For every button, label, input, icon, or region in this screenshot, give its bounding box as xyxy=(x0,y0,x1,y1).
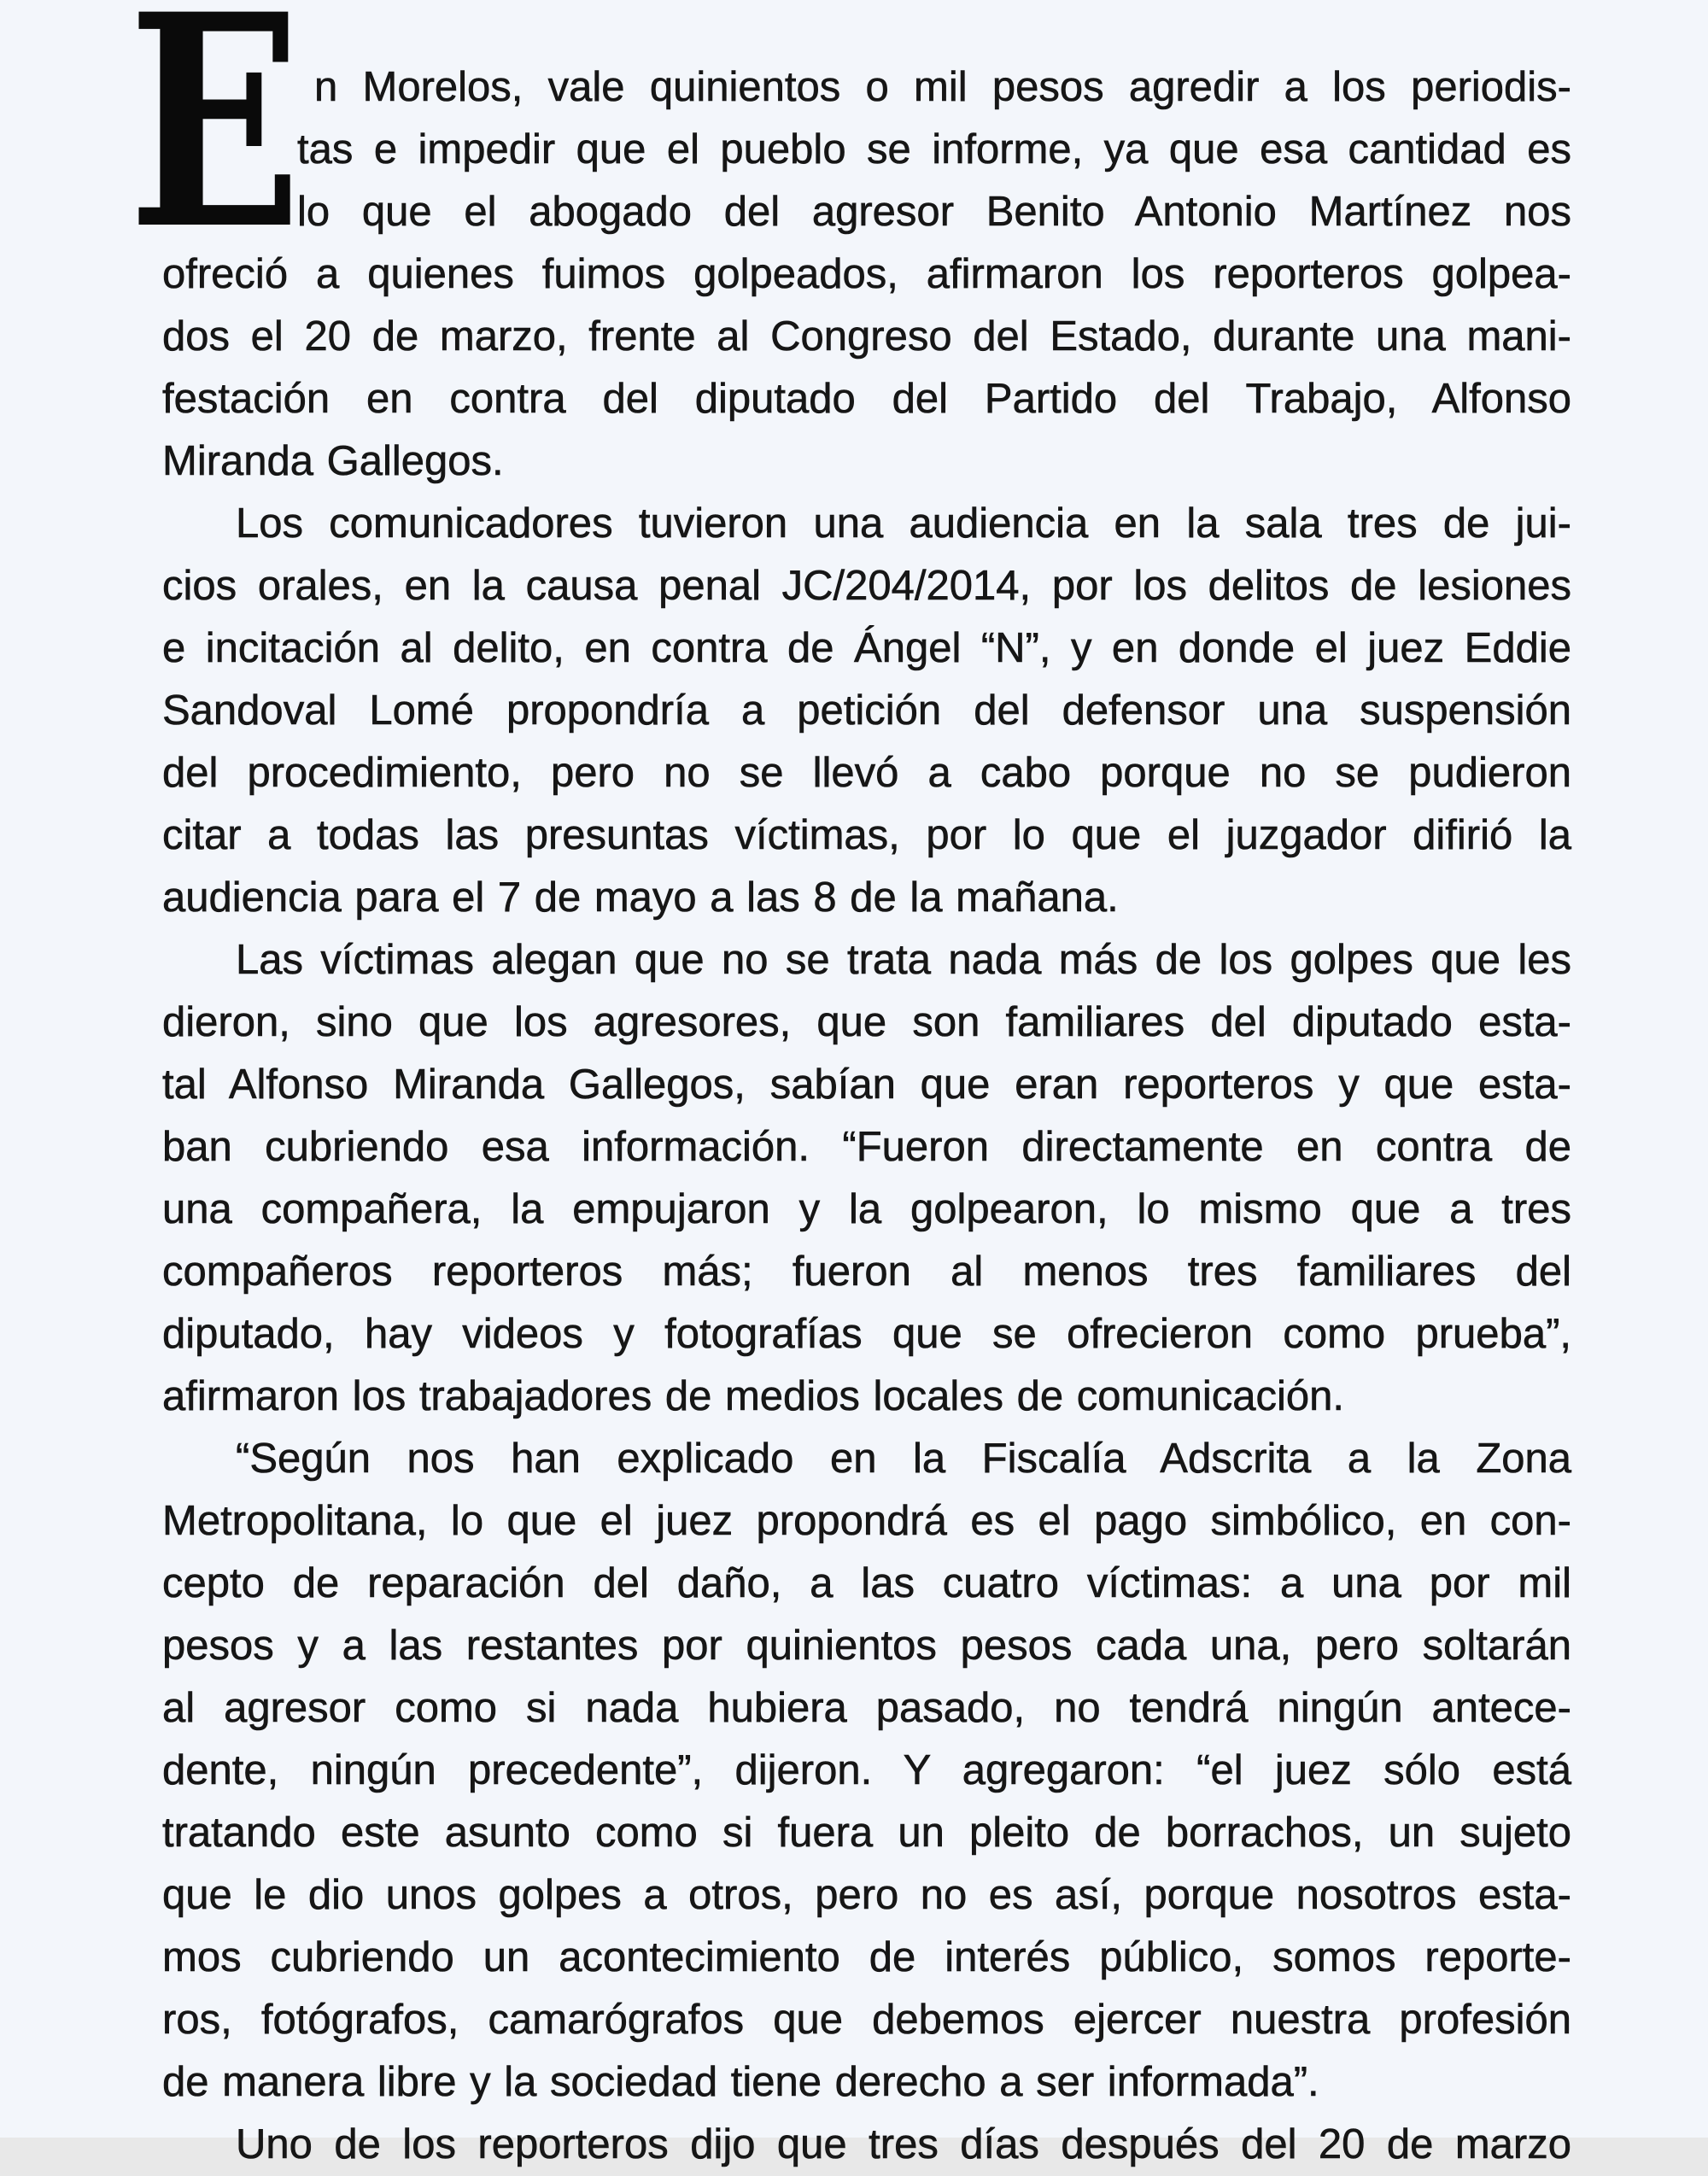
text-line-partial: Uno de los reporteros dijo que tres días después del 20 de marzo xyxy=(236,2121,1571,2167)
text-line: cios orales, en la causa penal JC/204/2014, por los delitos de lesiones xyxy=(162,563,1571,609)
drop-cap-letter: E xyxy=(128,0,302,294)
text-line: de manera libre y la sociedad tiene derecho a ser informada”. xyxy=(162,2059,1319,2105)
text-line: ofreció a quienes fuimos golpeados, afirmaron los reporteros golpea- xyxy=(162,251,1571,297)
text-line: mos cubriendo un acontecimiento de interés público, somos reporte- xyxy=(162,1934,1571,1980)
text-line: “Según nos han explicado en la Fiscalía Adscrita a la Zona xyxy=(236,1436,1571,1482)
text-line: cepto de reparación del daño, a las cuatro víctimas: a una por mil xyxy=(162,1560,1571,1606)
text-line: al agresor como si nada hubiera pasado, no tendrá ningún antece- xyxy=(162,1685,1571,1731)
text-line: dieron, sino que los agresores, que son familiares del diputado esta- xyxy=(162,999,1571,1045)
text-line: que le dio unos golpes a otros, pero no es así, porque nosotros esta- xyxy=(162,1872,1571,1918)
text-line: tas e impedir que el pueblo se informe, ya que esa cantidad es xyxy=(297,126,1571,173)
text-line: afirmaron los trabajadores de medios locales de comunicación. xyxy=(162,1373,1344,1419)
text-line: Metropolitana, lo que el juez propondrá es el pago simbólico, en con- xyxy=(162,1498,1571,1544)
text-line: del procedimiento, pero no se llevó a cabo porque no se pudieron xyxy=(162,750,1571,796)
text-line: dos el 20 de marzo, frente al Congreso del Estado, durante una mani- xyxy=(162,313,1571,360)
text-line: Sandoval Lomé propondría a petición del defensor una suspensión xyxy=(162,687,1571,734)
text-line: tal Alfonso Miranda Gallegos, sabían que eran reporteros y que esta- xyxy=(162,1062,1571,1108)
text-line: n Morelos, vale quinientos o mil pesos agredir a los periodis- xyxy=(314,64,1571,110)
text-line: festación en contra del diputado del Partido del Trabajo, Alfonso xyxy=(162,376,1571,422)
text-line: tratando este asunto como si fuera un pleito de borrachos, un sujeto xyxy=(162,1810,1571,1856)
text-line: Miranda Gallegos. xyxy=(162,438,504,484)
text-line: citar a todas las presuntas víctimas, por lo que el juzgador difirió la xyxy=(162,812,1571,858)
text-line: diputado, hay videos y fotografías que se ofrecieron como prueba”, xyxy=(162,1311,1571,1357)
text-line: Las víctimas alegan que no se trata nada más de los golpes que les xyxy=(236,937,1571,983)
text-line: ros, fotógrafos, camarógrafos que debemos ejercer nuestra profesión xyxy=(162,1997,1571,2043)
text-line: pesos y a las restantes por quinientos pesos cada una, pero soltarán xyxy=(162,1623,1571,1669)
text-line: audiencia para el 7 de mayo a las 8 de la mañana. xyxy=(162,874,1119,921)
text-line: una compañera, la empujaron y la golpearon, lo mismo que a tres xyxy=(162,1186,1571,1232)
text-line: Los comunicadores tuvieron una audiencia en la sala tres de jui- xyxy=(236,500,1571,547)
text-line: ban cubriendo esa información. “Fueron directamente en contra de xyxy=(162,1124,1571,1170)
text-line: compañeros reporteros más; fueron al menos tres familiares del xyxy=(162,1249,1571,1295)
text-line: e incitación al delito, en contra de Ángel “N”, y en donde el juez Eddie xyxy=(162,625,1571,671)
text-line: lo que el abogado del agresor Benito Antonio Martínez nos xyxy=(297,189,1571,235)
article-body xyxy=(162,56,1571,2176)
text-line: dente, ningún precedente”, dijeron. Y agregaron: “el juez sólo está xyxy=(162,1747,1571,1793)
